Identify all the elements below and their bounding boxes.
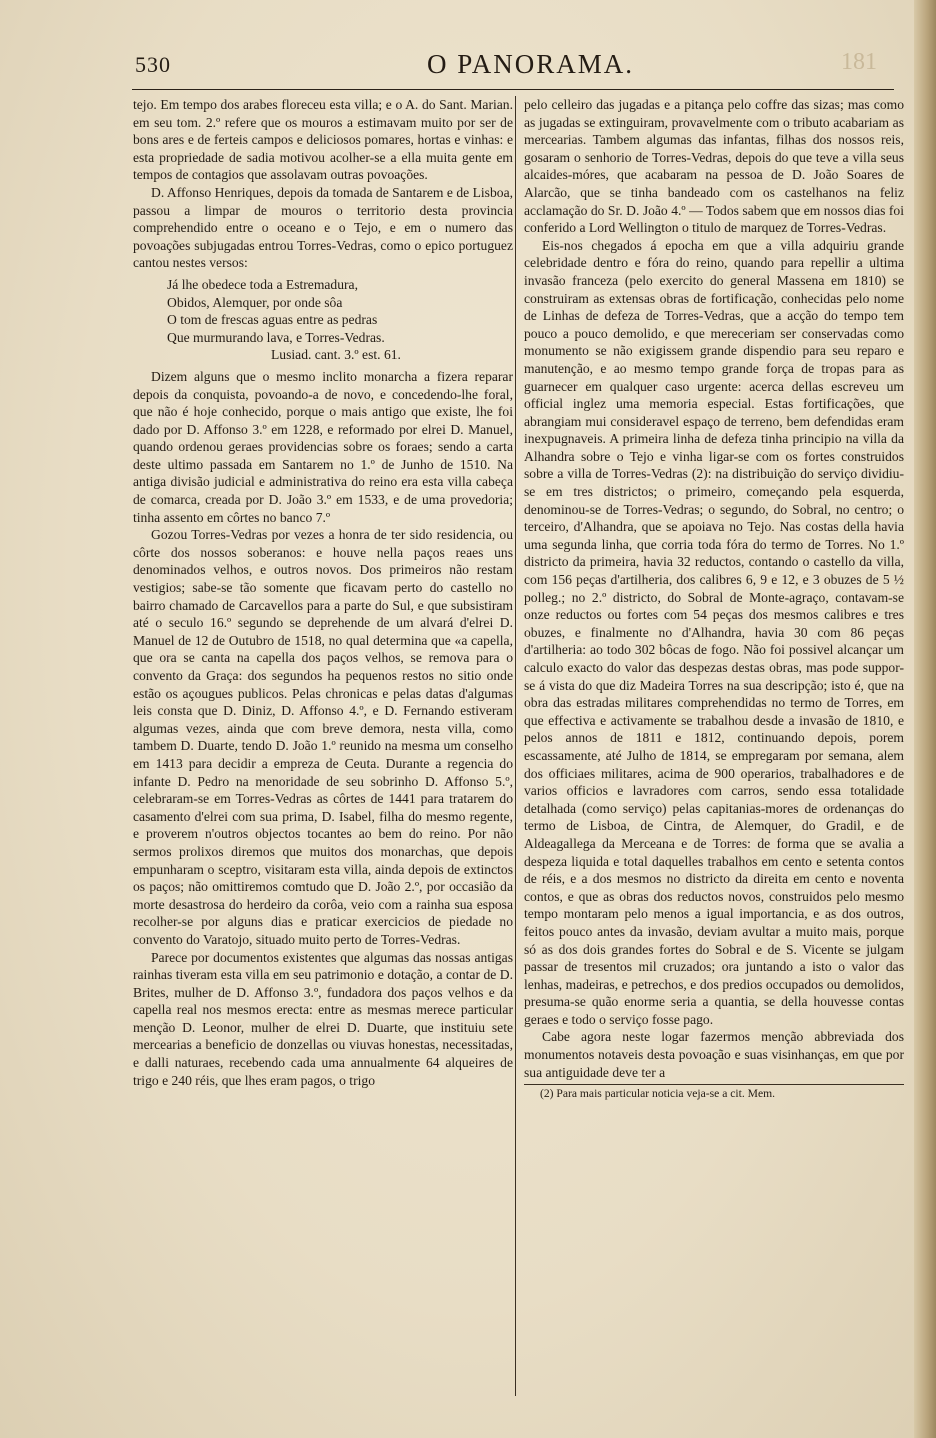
paragraph: pelo celleiro das jugadas e a pitança pelo coffre das sizas; mas como as jugadas se extinguiram, provavelmente com o tributo acabariam as mercearias. Tambem algumas das infantas, filhas dos nossos reis, gosaram o senhorio de Torres-Vedras, depois do que teve a villa seus alcaides-móres, que acabaram na pessoa de D. João Soares de Alarcão, que se tinha bandeado com os castelhanos na feliz acclamação do Sr. D. João 4.º — Todos sabem que em nossos dias foi conferido a Lord Wellington o titulo de marquez de Torres-Vedras. (524, 97, 904, 236)
paragraph: D. Affonso Henriques, depois da tomada de Santarem e de Lisboa, passou a limpar de mouros o territorio desta provincia comprehendido entre o oceano e o Tejo, e em o numero das povoações subjugadas entrou Torres-Vedras, como o epico portuguez cantou nestes versos: (133, 184, 513, 271)
column-divider (515, 96, 516, 1396)
footnote: (2) Para mais particular noticia veja-se a cit. Mem. (540, 1087, 775, 1101)
paragraph: Parece por documentos existentes que algumas das nossas antigas rainhas tiveram esta villa em seu patrimonio e dotação, a contar de D. Brites, mulher de D. Affonso 3.º, fundadora dos paços velhos e da capella real nos mesmos erecta: entre as mesmas merece particular menção D. Leonor, mulher de elrei D. Duarte, que instituiu sete mercearias a beneficio de donzellas ou viuvas honestas, necessitadas, e dalli naturaes, recebendo cada uma annualmente 64 alqueires de trigo e 240 réis, que lhes eram pagos, o trigo (133, 949, 513, 1088)
verse-line: Já lhe obedece toda a Estremadura, (167, 276, 358, 292)
page-number: 530 (135, 52, 171, 77)
verse-line: Obidos, Alemquer, por onde sôa (167, 294, 343, 310)
journal-title: O PANORAMA. (427, 49, 635, 79)
right-column (524, 96, 904, 1101)
page-edge-binding (914, 0, 936, 1438)
paragraph: tejo. Em tempo dos arabes floreceu esta villa; e o A. do Sant. Marian. em seu tom. 2.º refere que os mouros a estimavam muito por ser de bons ares e de ferteis campos e deliciosos pomares, hortas e vinhas: e esta propriedade de sadia motivou acolher-se a ella muita gente em tempos de contagios que assolavam outras povoações. (133, 97, 513, 183)
footnote-rule (524, 1084, 904, 1085)
page-header (135, 47, 895, 87)
verse-quote (167, 276, 513, 364)
paragraph: Cabe agora neste logar fazermos menção abbreviada dos monumentos notaveis desta povoação e suas visinhanças, em que por sua antiguidade deve ter a (524, 1029, 904, 1080)
verse-citation: Lusiad. cant. 3.º est. 61. (271, 347, 401, 363)
paragraph: Gozou Torres-Vedras por vezes a honra de ter sido residencia, ou côrte dos nossos soberanos: e houve nella paços reaes uns denominados velhos, e outros novos. Dos primeiros não restam vestigios; sabe-se tão somente que ficavam perto do castello no bairro chamado de Carcavellos para a parte do Sul, e que subsistiram até o seculo 16.º segundo se deprehende de um alvará d'elrei D. Manuel de 12 de Outubro de 1518, no qual determina que «a capella, que ora se canta na capella dos paços velhos, se remova para o convento da Graça: dos segundos ha pequenos restos no sitio onde estão os açougues publicos. Pelas chronicas e pelas datas d'algumas leis consta que D. Diniz, D. Affonso 4.º, e D. Fernando estiveram algumas vezes, ainda que com breve demora, nesta villa, como tambem D. Duarte, tendo D. João 1.º reunido na mesma um conselho em 1413 para decidir a empreza de Ceuta. Durante a regencia do infante D. Pedro na menoridade de seu sobrinho D. Affonso 5.º, celebraram-se em Torres-Vedras as côrtes de 1441 para tratarem do casamento d'elrei com sua prima, D. Isabel, filha do mesmo regente, e proverem n'outros objectos tocantes ao bem do reino. Por não sermos prolixos diremos que muitos dos monarchas, que depois empunharam o sceptro, visitaram esta villa, ainda depois de extinctos os paços; não omittiremos comtudo que D. João 2.º, por occasião da morte desastrosa do herdeiro da corôa, veio com a rainha sua esposa recolher-se por alguns dias e praticar exercicios de piedade no convento do Varatojo, situado muito perto de Torres-Vedras. (133, 527, 513, 947)
paragraph: Eis-nos chegados á epocha em que a villa adquiriu grande celebridade dentro e fóra do reino, quando para repellir a ultima invasão franceza (pelo exercito do general Massena em 1810) se construiram as extensas obras de fortificação, conhecidas pelo nome de Linhas de defeza de Torres-Vedras, que a acção do tempo tem pouco a pouco demolido, e que mereceriam ser conservadas como monumento se não exigissem grande dispendio para seu reparo e manutenção, e ao mesmo tempo grande força de tropas para as guarnecer em qualquer caso urgente: acerca dellas escreveu um official inglez uma memoria especial. Estas fortificações, que abrangiam mui consideravel espaço de terreno, bem defendidas eram inexpugnaveis. A primeira linha de defeza tinha principio na villa da Alhandra sobre o Tejo e vinha ligar-se com os fortes construidos sobre a villa de Torres-Vedras (2): na distribuição do serviço dividiu-se em tres districtos; o primeiro, começando pela esquerda, denominou-se de Torres-Vedras; o segundo, do Sobral, no centro; o terceiro, d'Alhandra, que se apoiava no Tejo. Nas costas della havia uma segunda linha, que corria toda fóra do termo de Torres. No 1.º districto da primeira, havia 32 reductos, contando o castello da villa, com 156 peças d'artilheria, dos calibres 6, 9 e 12, e 3 obuzes de 5 ½ polleg.; no 2.º districto, do Sobral de Monte-agraço, contavam-se onze reductos ou fortes com 54 peças dos mesmos calibres e tres obuzes, e finalmente no d'Alhandra, havia 30 com 86 peças d'artilheria: ao todo 302 bôcas de fogo. Não foi possivel alcançar um calculo exacto do valor das despezas destas obras, mas pode suppor-se á vista do que diz Madeira Torres na sua descripção; isto é, que na obra das estradas militares comprehendidas no termo de Torres, em que effectiva e activamente se trabalhou desde a invasão de 1810, e pelos annos de 1811 e 1812, continuando depois, porem escassamente, até Julho de 1814, se empregaram por semana, alem dos officiaes militares, acima de 900 operarios, trabalhadores e de varios officios e lavradores com carros, sendo essa totalidade detalhada (como serviço) pelas capitanias-mores de ordenanças do termo de Lisboa, de Cintra, de Alemquer, do Gradil, e de Aldeagallega da Merceana e de Torres: de forma que se avalia a despeza liquida e total daquelles trabalhos em cento e setenta contos de réis, e a dos mesmos no districto da direita em cento e noventa contos, e que as obras dos reductos novos, construidos pelo mesmo tempo montaram pelo menos a igual importancia, e as dos outros, feitos pouco antes da invasão, deviam avultar a muito mais, porque só as dos dois grandes fortes do Sobral e de S. Vicente se julgam passar de tresentos mil cruzados; ora juntando a isto o valor das lenhas, madeiras, e petrechos, e dos predios occupados ou demolidos, presuma-se quão enorme seria a quantia, se della houvesse contas geraes e todo o serviço fosse pago. (524, 237, 904, 1027)
header-rule (132, 89, 894, 90)
paragraph: Dizem alguns que o mesmo inclito monarcha a fizera reparar depois da conquista, povoando-a de novo, e concedendo-lhe foral, que não é hoje conhecido, porque o mais antigo que existe, lhe foi dado por D. Affonso 3.º em 1228, e reformado por elrei D. Manuel, quando ordenou geraes providencias sobre os foraes; sendo a carta deste ultimo passada em Santarem no 1.º de Junho de 1510. Na antiga divisão judicial e administrativa do reino era esta villa cabeça de comarca, creada por D. João 3.º em 1533, e de uma provedoria; tinha assento em côrtes no banco 7.º (133, 368, 513, 525)
verse-line: Que murmurando lava, e Torres-Vedras. (167, 329, 385, 345)
left-column (133, 96, 513, 1089)
bleed-through-page-number: 181 (841, 49, 877, 75)
verse-line: O tom de frescas aguas entre as pedras (167, 312, 378, 328)
